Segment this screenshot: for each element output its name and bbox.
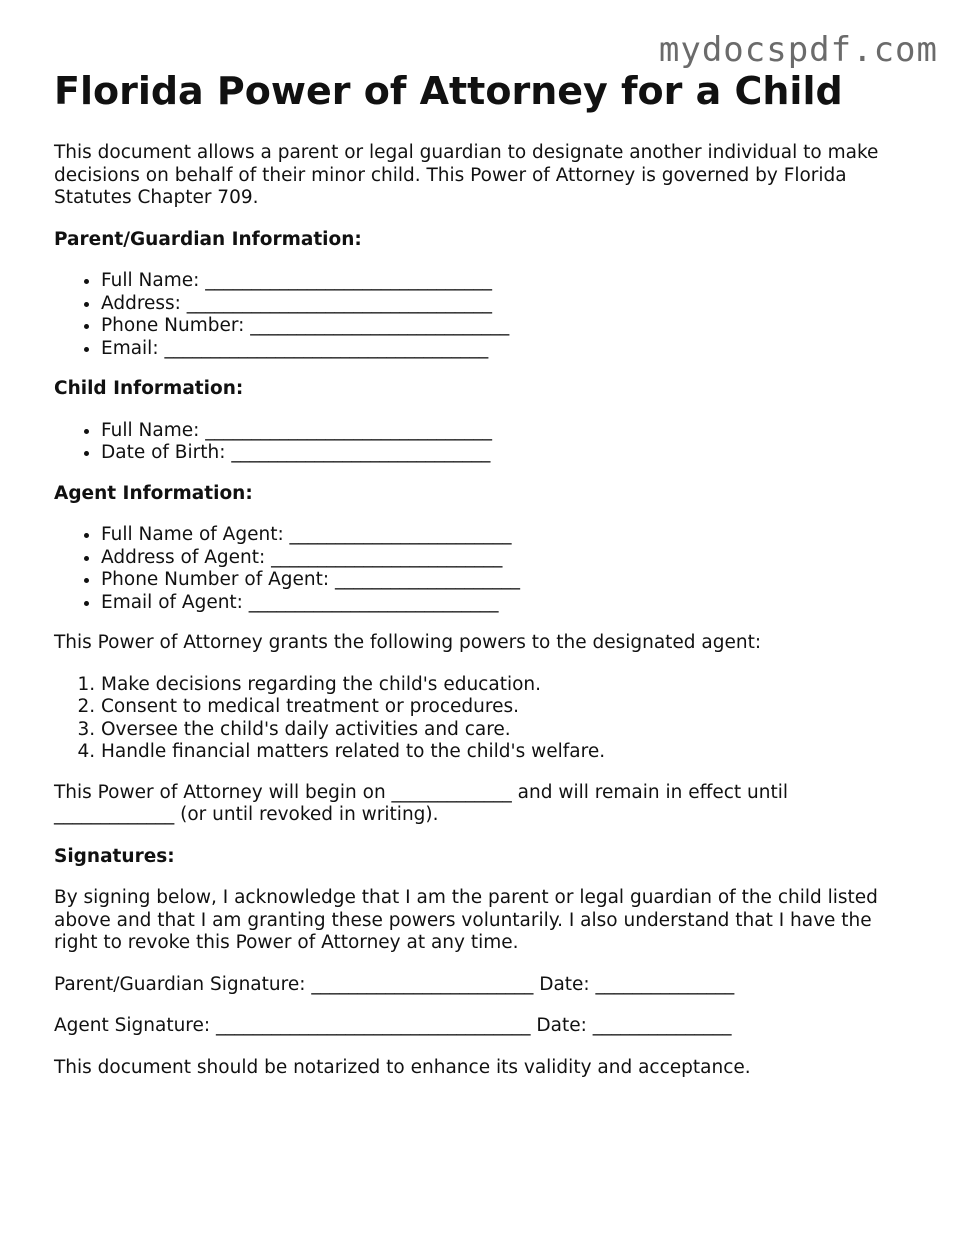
agent-section-heading: Agent Information: (54, 482, 253, 504)
parent-signature-line: Parent/Guardian Signature: ________________________ Date: _______________ (54, 973, 735, 995)
parent-phone-field: • Phone Number: ____________________________ (101, 315, 914, 338)
child-fields-list (54, 420, 914, 465)
parent-full-name-field: • Full Name: _______________________________ (101, 270, 914, 293)
agent-signature-line: Agent Signature: __________________________________ Date: _______________ (54, 1015, 732, 1036)
document-title: Florida Power of Attorney for a Child (54, 69, 843, 113)
agent-fields-list (54, 524, 914, 614)
signatures-heading: Signatures: (54, 845, 175, 867)
powers-list (54, 674, 914, 764)
watermark: mydocspdf.com (658, 30, 938, 70)
parent-section-heading: Parent/Guardian Information: (54, 228, 362, 250)
parent-address-field: • Address: _________________________________ (101, 293, 914, 316)
closing-note: This document should be notarized to enhance its validity and acceptance. (54, 1056, 751, 1078)
agent-address-field: • Address of Agent: _________________________ (101, 547, 914, 570)
power-item-financial: 4. Handle financial matters related to the child's welfare. (101, 741, 914, 764)
agent-phone-field: • Phone Number of Agent: ____________________ (101, 569, 914, 592)
agent-full-name-field: • Full Name of Agent: ________________________ (101, 524, 914, 547)
powers-intro: This Power of Attorney grants the following powers to the designated agent: (54, 632, 762, 653)
parent-email-field: • Email: ___________________________________ (101, 338, 914, 361)
term-paragraph: This Power of Attorney will begin on _____________ and will remain in effect until _____________ (or until revoked in writing). (54, 781, 789, 825)
child-section-heading: Child Information: (54, 378, 244, 399)
power-item-daily-care: 3. Oversee the child's daily activities and care. (101, 719, 914, 742)
document-page (54, 66, 914, 1098)
intro-paragraph: This document allows a parent or legal guardian to designate another individual to make decisions on behalf of their minor child. This Power of Attorney is governed by Florida Statutes Chapter 709. (54, 142, 879, 208)
power-item-education: 1. Make decisions regarding the child's education. (101, 674, 914, 697)
child-dob-field: • Date of Birth: ____________________________ (101, 442, 914, 465)
power-item-medical: 2. Consent to medical treatment or procedures. (101, 696, 914, 719)
child-full-name-field: • Full Name: _______________________________ (101, 420, 914, 443)
acknowledgement-paragraph: By signing below, I acknowledge that I am the parent or legal guardian of the child listed above and that I am granting these powers voluntarily. I also understand that I have the right to revoke this Power of Attorney at any time. (54, 887, 878, 953)
agent-email-field: • Email of Agent: ___________________________ (101, 592, 914, 615)
parent-fields-list (54, 270, 914, 360)
